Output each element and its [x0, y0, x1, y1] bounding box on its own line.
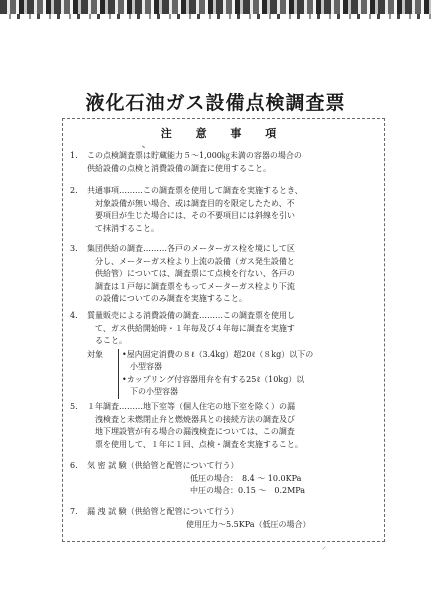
- item-line: 漏 洩 試 験（供給管と配管について行う）: [87, 507, 239, 516]
- item-line: て、ガス供給開始時・１年毎及び４年毎に調査を実施す: [87, 323, 295, 333]
- item-line: 洩検査と未燃閉止弁と燃焼器具との接続方法の調査及び: [87, 414, 295, 424]
- pressure-line-low: 低圧の場合： 8.4 ～ 10.0KPa: [190, 473, 302, 483]
- item-number: 4.: [70, 311, 78, 320]
- item-line: 気 密 試 験（供給管と配管について行う）: [87, 461, 239, 470]
- item-line: この点検調査票は貯蔵能力５～1,000㎏未満の容器の場合の: [87, 151, 302, 160]
- notice-item-6: [67, 460, 385, 498]
- target-line: 小型容器: [122, 362, 162, 371]
- target-line: •カップリング付容器用弁を有する25ℓ（10kg）以: [122, 374, 305, 384]
- item-number: 1.: [70, 151, 78, 160]
- notice-item-2: [67, 185, 385, 235]
- target-line: 下の小型容器: [122, 387, 178, 396]
- decorative-top-band: [0, 0, 431, 19]
- item-line: 質量販売による消費設備の調査………この調査票を使用し: [87, 311, 295, 320]
- item-line: て抹消すること。: [87, 223, 159, 233]
- notice-heading: 注 意 事 項: [160, 127, 287, 140]
- item-line: 供給設備の点検と消費設備の調査に使用すること。: [87, 163, 271, 173]
- target-list: [118, 349, 385, 399]
- pressure-line-medium: 中圧の場合：0.15 ～ 0.2MPa: [190, 486, 306, 495]
- item-number: 2.: [70, 186, 78, 195]
- item-line: １年調査………地下室等（個人住宅の地下室を除く）の漏: [87, 402, 295, 411]
- notice-item-5: [67, 401, 385, 451]
- item-line: 票を使用して、１年に１回、点検・調査を実施すること。: [87, 439, 303, 449]
- pressure-line-usage: 使用圧力～5.5KPa（低圧の場合）: [186, 519, 311, 529]
- item-number: 5.: [70, 402, 78, 411]
- item-line: 調査は１戸毎に調査票をもってメーターガス栓より下流: [87, 281, 295, 291]
- item-line: ること。: [87, 336, 127, 345]
- item-line: 要項目が生じた場合には、その不要項目には斜線を引い: [87, 211, 295, 220]
- item-number: 3.: [70, 244, 78, 253]
- notice-item-7: [67, 506, 385, 531]
- target-line: •屋内固定消費の８ℓ（3.4kg）超20ℓ（８kg）以下の: [122, 349, 314, 359]
- item-number: 6.: [70, 461, 78, 470]
- notice-item-4: [67, 310, 385, 399]
- notice-item-1: [67, 150, 385, 175]
- item-line: の設備についてのみ調査を実施すること。: [87, 294, 247, 303]
- item-line: 対象設備が無い場合、或は調査目的を限定したため、不: [87, 198, 295, 208]
- item-line: 集団供給の調査………各戸のメーターガス栓を境にして区: [87, 244, 295, 253]
- item-line: 分し、メーターガス栓より上流の設備（ガス発生設備と: [87, 256, 295, 266]
- target-label: 対象: [87, 349, 103, 359]
- item-line: 供給管）については、調査票にて点検を行ない、各戸の: [87, 269, 295, 278]
- page-title: 液化石油ガス設備点検調査票: [85, 92, 346, 114]
- item-line: 共通事項………この調査票を使用して調査を実施するとき、: [87, 186, 303, 195]
- item-line: 地下埋設管が有る場合の漏洩検査については、この調査: [87, 427, 295, 436]
- pen-mark: ⸝: [322, 542, 326, 551]
- item-number: 7.: [70, 507, 78, 516]
- target-containers-block: [87, 349, 385, 399]
- notice-item-3: [67, 243, 385, 306]
